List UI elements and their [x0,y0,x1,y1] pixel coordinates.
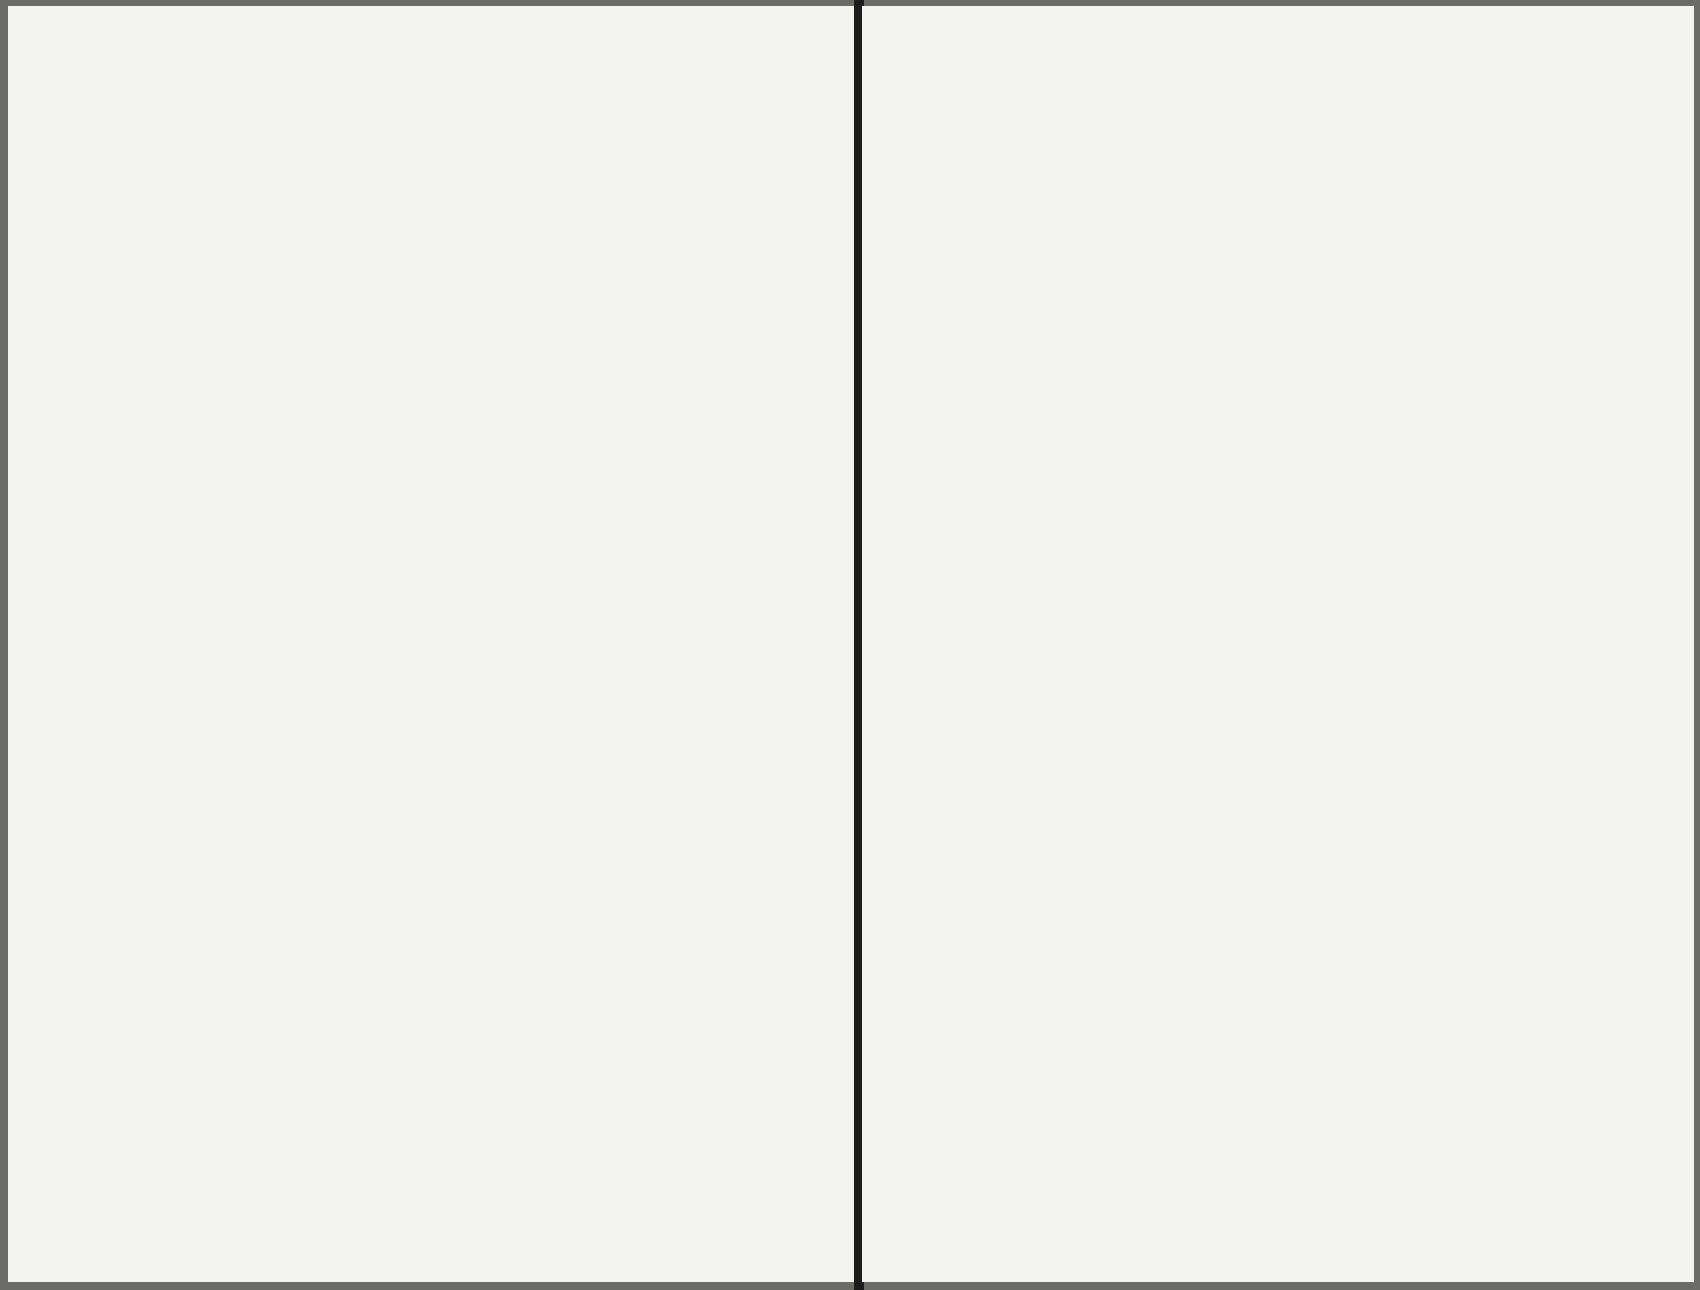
left-page-grid [8,6,856,1282]
right-page [862,6,1694,1282]
left-page [8,6,856,1282]
right-page-grid [862,6,1694,1282]
